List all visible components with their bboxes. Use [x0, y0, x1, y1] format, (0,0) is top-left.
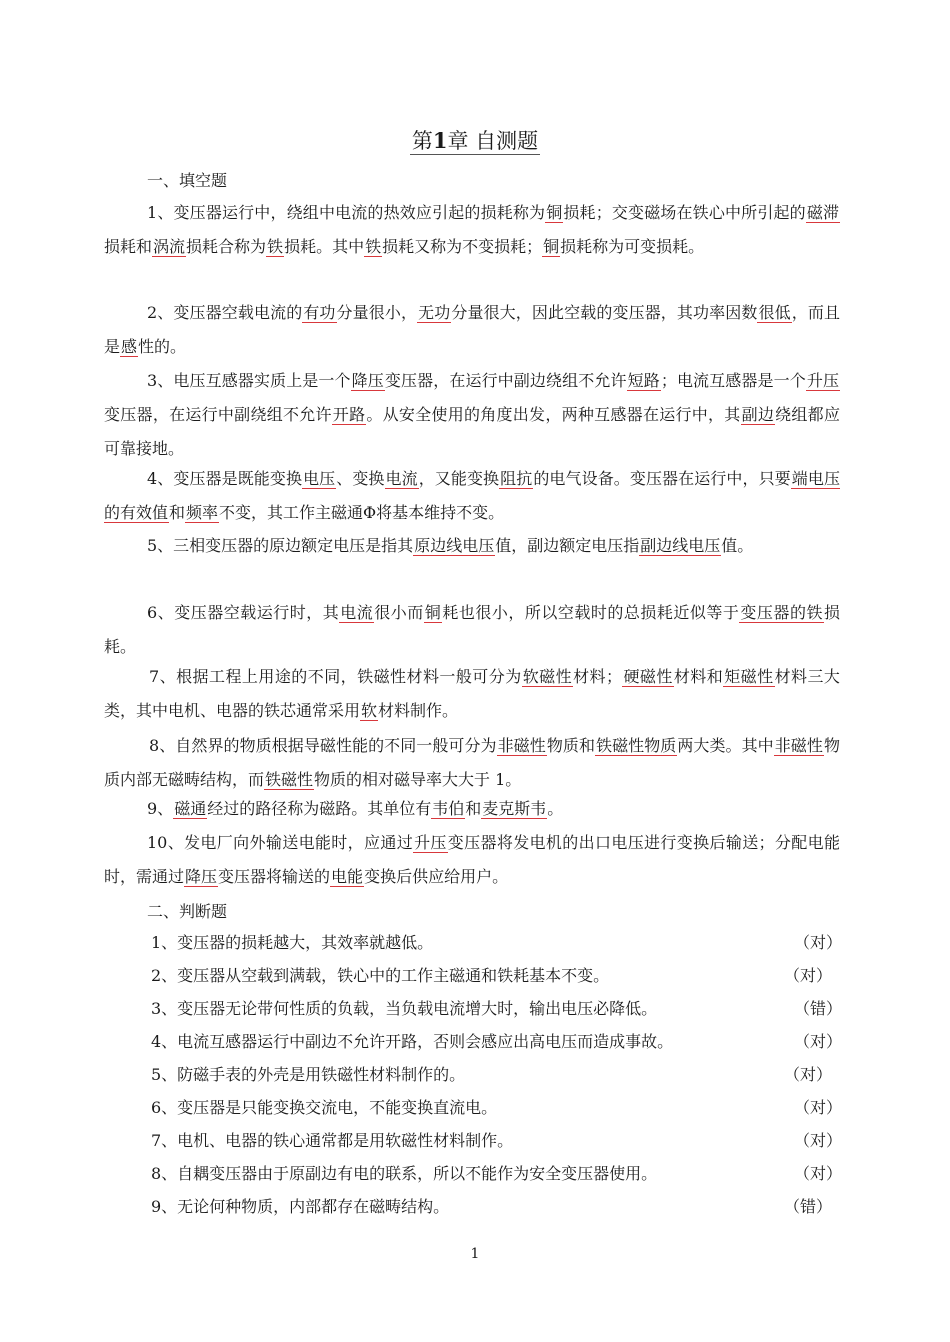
answer-blank: 铜 — [543, 237, 560, 256]
fill-question-5: 5、三相变压器的原边额定电压是指其原边线电压值，副边额定电压指副边线电压值。 — [147, 536, 754, 555]
answer-blank: 硬磁性 — [622, 667, 673, 686]
answer-blank: 升压 — [414, 833, 447, 852]
judge-answer: （错） — [784, 1197, 833, 1216]
judge-item: 9、无论何种物质，内部都存在磁畴结构。 （错） — [151, 1197, 833, 1216]
chapter-title: 第1章 自测题 — [411, 128, 539, 153]
answer-blank: 无功 — [418, 303, 451, 322]
judge-item: 4、电流互感器运行中副边不允许开路，否则会感应出高电压而造成事故。 （对） — [151, 1032, 843, 1051]
fill-question-3: 3、电压互感器实质上是一个降压变压器，在运行中副边绕组不允许短路；电流互感器是一个升压变压器，在运行中副绕组不允许开路。从安全使用的角度出发，两种互感器在运行中，其副边绕组都应可靠接地。 — [104, 371, 840, 458]
answer-blank: 电流 — [385, 469, 418, 488]
answer-blank: 矩磁性 — [724, 667, 774, 686]
answer-blank: 副边 — [741, 405, 775, 424]
answer-blank: 软 — [361, 701, 378, 720]
answer-blank: 铁 — [365, 237, 382, 256]
judge-answer: （对） — [794, 933, 843, 952]
answer-blank: 铜 — [424, 603, 442, 622]
answer-blank: 降压 — [185, 867, 218, 886]
judge-item: 6、变压器是只能变换交流电，不能变换直流电。 （对） — [151, 1098, 843, 1117]
judge-answer: （对） — [784, 1065, 833, 1084]
judge-answer: （错） — [794, 999, 843, 1018]
answer-blank: 有功 — [303, 303, 336, 322]
answer-blank: 铁 — [267, 237, 284, 256]
judge-item: 3、变压器无论带何性质的负载，当负载电流增大时，输出电压必降低。 （错） — [151, 999, 843, 1018]
judge-answer: （对） — [784, 966, 833, 985]
judge-answer: （对） — [794, 1032, 843, 1051]
answer-blank: 非磁性 — [774, 736, 823, 755]
answer-blank: 频率 — [186, 503, 219, 522]
fill-question-1: 1、变压器运行中，绕组中电流的热效应引起的损耗称为铜损耗；交变磁场在铁心中所引起的磁滞损耗和涡流损耗合称为铁损耗。其中铁损耗又称为不变损耗；铜损耗称为可变损耗。 — [104, 203, 839, 256]
answer-blank: 电能 — [331, 867, 364, 886]
answer-blank: 开路 — [332, 405, 366, 424]
answer-blank: 阻抗 — [500, 469, 533, 488]
answer-blank: 副边线电压 — [640, 536, 721, 555]
section-heading-fill-in: 一、填空题 — [147, 171, 228, 190]
fill-question-10: 10、发电厂向外输送电能时，应通过升压变压器将发电机的出口电压进行变换后输送；分配电能时，需通过降压变压器将输送的电能变换后供应给用户。 — [104, 833, 840, 886]
judge-item: 5、防磁手表的外壳是用铁磁性材料制作的。 （对） — [151, 1065, 833, 1084]
judge-item: 7、电机、电器的铁心通常都是用软磁性材料制作。 （对） — [151, 1131, 843, 1150]
answer-blank: 电流 — [340, 603, 374, 622]
judge-answer: （对） — [794, 1131, 843, 1150]
answer-blank: 磁通 — [174, 799, 207, 818]
answer-blank: 铁磁性物质 — [596, 736, 677, 755]
fill-question-4: 4、变压器是既能变换电压、变换电流，又能变换阻抗的电气设备。变压器在运行中，只要端电压的有效值和频率不变，其工作主磁通Φ将基本维持不变。 — [104, 469, 840, 522]
answer-blank: 原边线电压 — [414, 536, 495, 555]
answer-blank: 麦克斯韦 — [482, 799, 547, 818]
page-number: 1 — [470, 1246, 480, 1262]
fill-question-8: 8、自然界的物质根据导磁性能的不同一般可分为非磁性物质和铁磁性物质两大类。其中非磁性物质内部无磁畴结构，而铁磁性物质的相对磁导率大大于 1。 — [104, 736, 840, 789]
answer-blank: 涡流 — [153, 237, 186, 256]
judge-item: 1、变压器的损耗越大，其效率就越低。 （对） — [151, 933, 843, 952]
answer-blank: 端电压的有效值 — [104, 469, 840, 522]
section-heading-judgment: 二、判断题 — [147, 902, 228, 921]
fill-question-9: 9、磁通经过的路径称为磁路。其单位有韦伯和麦克斯韦。 — [147, 799, 564, 818]
answer-blank: 感 — [121, 337, 138, 356]
answer-blank: 磁滞 — [806, 203, 839, 222]
fill-question-7: 7、根据工程上用途的不同，铁磁性材料一般可分为软磁性材料；硬磁性材料和矩磁性材料三大类，其中电机、电器的铁芯通常采用软材料制作。 — [104, 667, 840, 720]
answer-blank: 铁磁性 — [265, 770, 314, 789]
fill-question-2: 2、变压器空载电流的有功分量很小，无功分量很大，因此空载的变压器，其功率因数很低，而且是感性的。 — [104, 303, 840, 356]
answer-blank: 非磁性 — [497, 736, 546, 755]
answer-blank: 变压器的铁 — [740, 603, 823, 622]
answer-blank: 很低 — [758, 303, 791, 322]
judge-item: 2、变压器从空载到满载，铁心中的工作主磁通和铁耗基本不变。 （对） — [151, 966, 833, 985]
answer-blank: 软磁性 — [522, 667, 573, 686]
answer-blank: 升压 — [806, 371, 839, 390]
judge-answer: （对） — [794, 1164, 843, 1183]
answer-blank: 降压 — [351, 371, 384, 390]
answer-blank: 韦伯 — [432, 799, 465, 818]
answer-blank: 电压 — [303, 469, 336, 488]
judge-item: 8、自耦变压器由于原副边有电的联系，所以不能作为安全变压器使用。 （对） — [151, 1164, 843, 1183]
answer-blank: 短路 — [627, 371, 660, 390]
fill-question-6: 6、变压器空载运行时，其电流很小而铜耗也很小，所以空载时的总损耗近似等于变压器的铁损耗。 — [104, 603, 840, 656]
answer-blank: 铜 — [546, 203, 563, 222]
judge-answer: （对） — [794, 1098, 843, 1117]
